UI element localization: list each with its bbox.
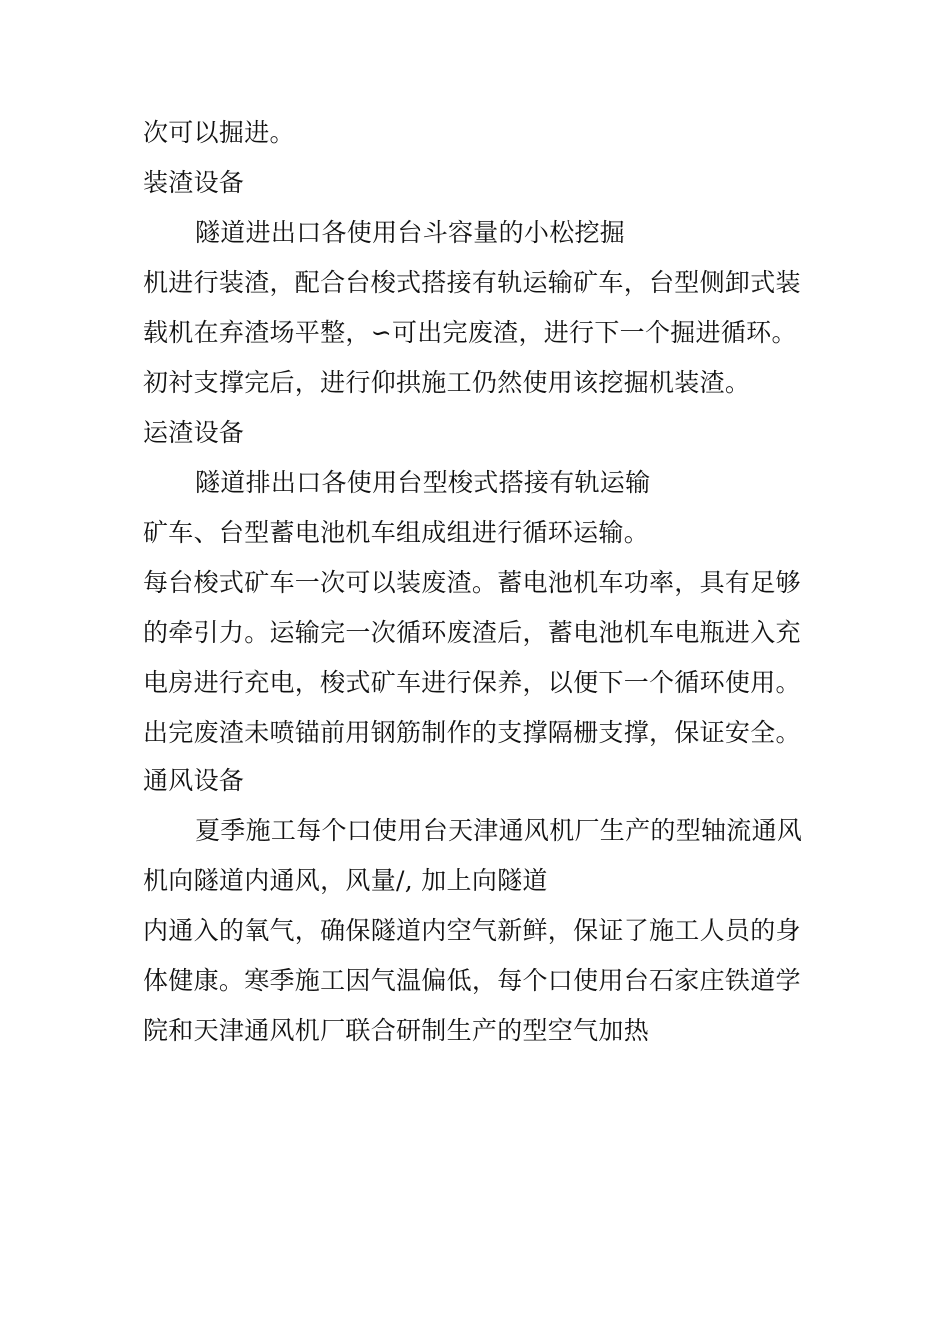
- text-line: 载机在弃渣场平整，∽可出完废渣，进行下一个掘进循环。: [143, 318, 797, 347]
- section-heading-transport-equipment: 运渣设备: [143, 418, 245, 447]
- text-line: 初衬支撑完后，进行仰拱施工仍然使用该挖掘机装渣。: [143, 368, 751, 397]
- text-line: 机向隧道内通风，风量/, 加上向隧道: [143, 866, 548, 895]
- text-line: 电房进行充电，梭式矿车进行保养，以便下一个循环使用。: [143, 668, 801, 697]
- paragraph-first-line: 夏季施工每个口使用台天津通风机厂生产的型轴流通风: [195, 816, 803, 845]
- text-line: 次可以掘进。: [143, 118, 295, 147]
- text-line: 每台梭式矿车一次可以装废渣。蓄电池机车功率，具有足够: [143, 568, 801, 597]
- text-line: 体健康。寒季施工因气温偏低，每个口使用台石家庄铁道学: [143, 966, 801, 995]
- section-heading-ventilation-equipment: 通风设备: [143, 766, 245, 795]
- text-line: 院和天津通风机厂联合研制生产的型空气加热: [143, 1016, 650, 1045]
- section-heading-loading-equipment: 装渣设备: [143, 168, 245, 197]
- paragraph-first-line: 隧道进出口各使用台斗容量的小松挖掘: [195, 218, 626, 247]
- paragraph-first-line: 隧道排出口各使用台型梭式搭接有轨运输: [195, 468, 651, 497]
- text-line: 机进行装渣，配合台梭式搭接有轨运输矿车，台型侧卸式装: [143, 268, 801, 297]
- text-line: 的牵引力。运输完一次循环废渣后，蓄电池机车电瓶进入充: [143, 618, 801, 647]
- text-line: 内通入的氧气，确保隧道内空气新鲜，保证了施工人员的身: [143, 916, 801, 945]
- text-line: 出完废渣未喷锚前用钢筋制作的支撑隔栅支撑，保证安全。: [143, 718, 801, 747]
- text-line: 矿车、台型蓄电池机车组成组进行循环运输。: [143, 518, 650, 547]
